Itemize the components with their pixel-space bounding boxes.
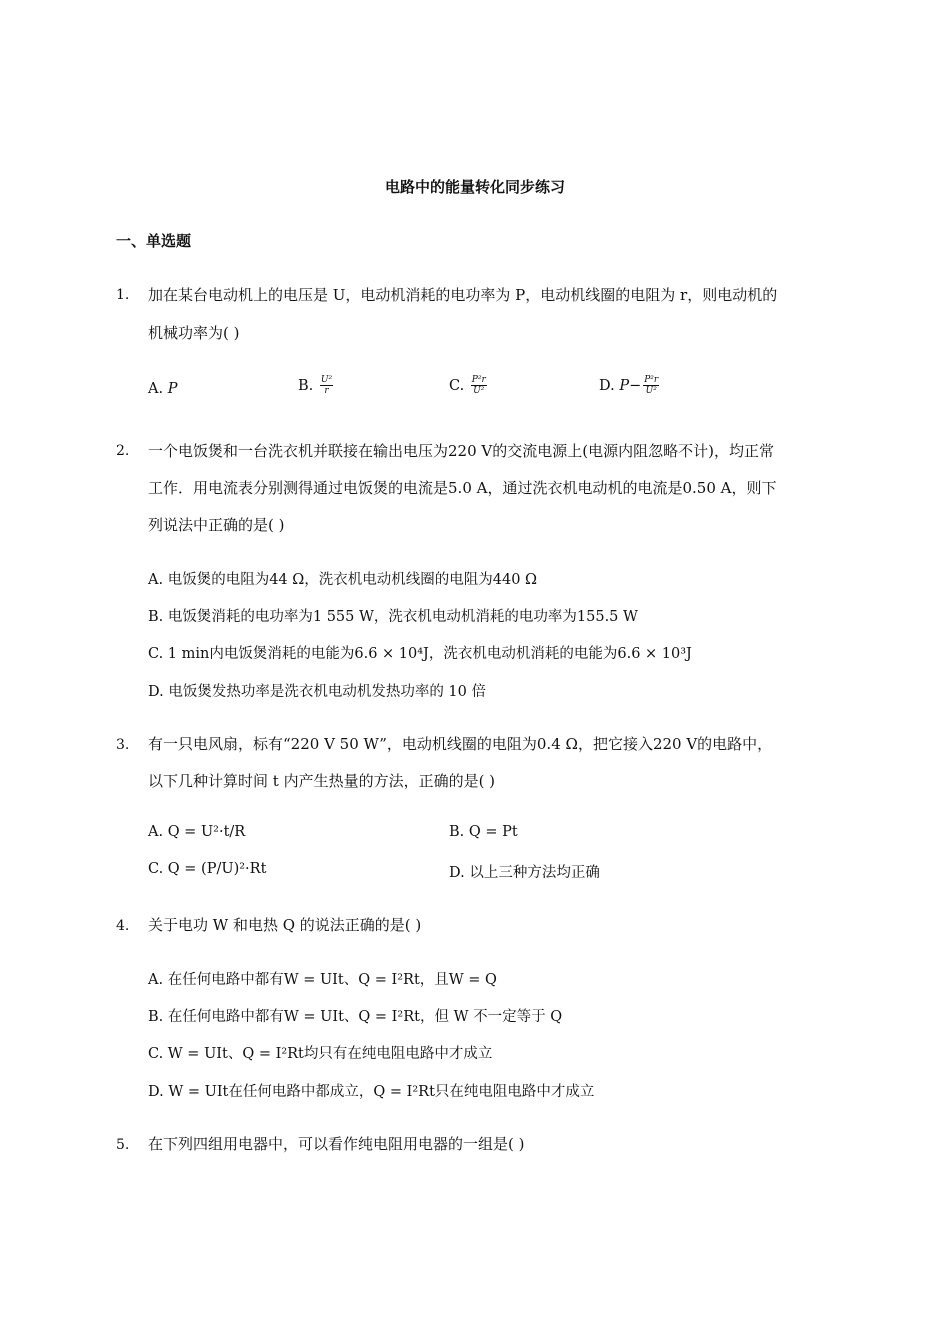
question-4-option-d[interactable]: D. W = UIt在任何电路中都成立，Q = I²Rt只在纯电阻电路中才成立 — [148, 1084, 595, 1100]
question-3-option-c[interactable]: C. Q = (P/U)²·Rt — [148, 861, 267, 877]
question-2-text-line3: 列说法中正确的是( ) — [148, 516, 285, 534]
fraction — [320, 375, 333, 397]
question-1-text-line1: 加在某台电动机上的电压是 U，电动机消耗的电功率为 P，电动机线圈的电阻为 r，则电动机的 — [148, 286, 778, 304]
question-2-option-c[interactable]: C. 1 min内电饭煲消耗的电能为6.6 × 10⁴J，洗衣机电动机消耗的电能为6.6 × 10³J — [148, 646, 692, 662]
section-heading: 一、单选题 — [116, 232, 192, 250]
option-label: B. — [298, 377, 314, 394]
question-1-option-d[interactable] — [599, 375, 661, 397]
fraction-denominator: U² — [473, 386, 485, 397]
question-4-number: 4. — [116, 918, 130, 934]
fraction-numerator: U² — [320, 375, 333, 385]
option-label: D. — [599, 377, 615, 394]
option-expression: P− — [619, 377, 642, 394]
question-2-number: 2. — [116, 443, 130, 459]
question-5-text-line1: 在下列四组用电器中，可以看作纯电阻用电器的一组是( ) — [148, 1135, 525, 1153]
question-1-option-a[interactable] — [148, 381, 177, 397]
question-4-option-c[interactable]: C. W = UIt、Q = I²Rt均只有在纯电阻电路中才成立 — [148, 1046, 493, 1062]
question-4-option-a[interactable]: A. 在任何电路中都有W = UIt、Q = I²Rt，且W = Q — [148, 972, 497, 988]
option-expression: P — [167, 381, 178, 397]
question-3-text-line2: 以下几种计算时间 t 内产生热量的方法，正确的是( ) — [148, 772, 496, 790]
option-label: A. — [148, 381, 164, 397]
question-2-option-a[interactable]: A. 电饭煲的电阻为44 Ω，洗衣机电动机线圈的电阻为440 Ω — [148, 572, 538, 588]
question-3-option-d[interactable]: D. 以上三种方法均正确 — [449, 865, 600, 881]
question-2-text-line2: 工作．用电流表分别测得通过电饭煲的电流是5.0 A，通过洗衣机电动机的电流是0.50 A，则下 — [148, 479, 777, 497]
fraction-denominator: U² — [645, 386, 657, 397]
fraction-numerator: P²r — [471, 375, 486, 385]
question-4-option-b[interactable]: B. 在任何电路中都有W = UIt、Q = I²Rt，但 W 不一定等于 Q — [148, 1009, 563, 1025]
question-2-text-line1: 一个电饭煲和一台洗衣机并联接在输出电压为220 V的交流电源上(电源内阻忽略不计)，均正常 — [148, 442, 774, 460]
option-label: C. — [449, 377, 465, 394]
question-4-text-line1: 关于电功 W 和电热 Q 的说法正确的是( ) — [148, 916, 422, 934]
question-2-option-d[interactable]: D. 电饭煲发热功率是洗衣机电动机发热功率的 10 倍 — [148, 684, 486, 700]
question-3-option-a[interactable]: A. Q = U²·t/R — [148, 824, 246, 840]
question-1-option-c[interactable] — [449, 375, 489, 397]
question-3-number: 3. — [116, 737, 130, 753]
question-3-option-b[interactable]: B. Q = Pt — [449, 824, 518, 840]
question-2-option-b[interactable]: B. 电饭煲消耗的电功率为1 555 W，洗衣机电动机消耗的电功率为155.5 W — [148, 609, 638, 625]
fraction-denominator: r — [324, 386, 329, 397]
question-5-number: 5. — [116, 1137, 130, 1153]
question-1-text-line2: 机械功率为( ) — [148, 324, 240, 342]
fraction — [643, 375, 659, 397]
fraction — [471, 375, 487, 397]
fraction-numerator: P²r — [644, 375, 659, 385]
question-1-number: 1. — [116, 287, 130, 303]
question-3-text-line1: 有一只电风扇，标有“220 V 50 W”，电动机线圈的电阻为0.4 Ω，把它接入220 V的电路中， — [148, 735, 773, 753]
question-1-option-b[interactable] — [298, 375, 335, 397]
page-title: 电路中的能量转化同步练习 — [384, 178, 565, 196]
